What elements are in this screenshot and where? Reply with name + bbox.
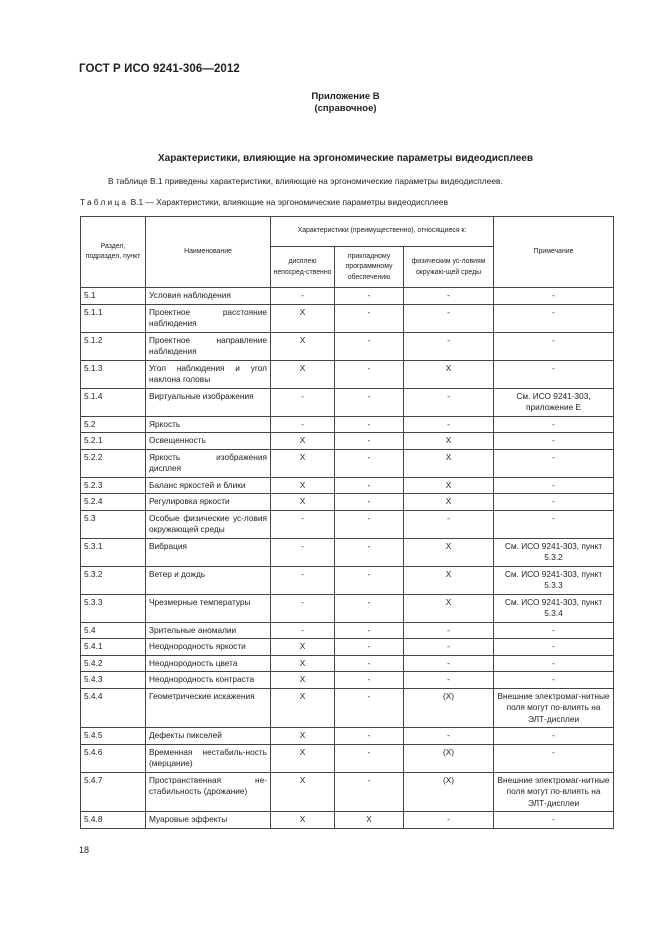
row-name-cell: Виртуальные изображения	[146, 388, 271, 416]
page-number: 18	[79, 845, 90, 855]
row-section-cell: 5.2	[81, 416, 146, 433]
row-environment-cell: -	[404, 332, 494, 360]
row-note-cell: -	[494, 433, 614, 450]
row-software-cell: -	[335, 388, 404, 416]
table-row	[81, 449, 614, 477]
annex-subtitle: (справочное)	[314, 103, 377, 114]
row-software-cell: -	[335, 566, 404, 594]
table-row	[81, 772, 614, 812]
row-software-cell: -	[335, 622, 404, 639]
row-name-cell: Пространственная не-стабильность (дрожание)	[146, 772, 271, 812]
row-environment-cell: X	[404, 360, 494, 388]
table-row	[81, 728, 614, 745]
row-name-cell: Неоднородность контраста	[146, 672, 271, 689]
row-display-cell: X	[271, 728, 335, 745]
table-row	[81, 494, 614, 511]
row-section-cell: 5.4.1	[81, 639, 146, 656]
row-section-cell: 5.3.2	[81, 566, 146, 594]
row-environment-cell: -	[404, 672, 494, 689]
table-row	[81, 360, 614, 388]
row-section-cell: 5.3	[81, 510, 146, 538]
table-row	[81, 332, 614, 360]
row-environment-cell: -	[404, 288, 494, 305]
row-environment-cell: X	[404, 477, 494, 494]
table-row	[81, 477, 614, 494]
row-note-cell: -	[494, 728, 614, 745]
row-software-cell: -	[335, 744, 404, 772]
row-environment-cell: X	[404, 594, 494, 622]
row-section-cell: 5.4.6	[81, 744, 146, 772]
table-row	[81, 622, 614, 639]
row-environment-cell: -	[404, 639, 494, 656]
row-environment-cell: -	[404, 728, 494, 745]
table-row	[81, 594, 614, 622]
row-environment-cell: (X)	[404, 744, 494, 772]
annex-heading	[0, 91, 661, 115]
row-display-cell: -	[271, 288, 335, 305]
row-display-cell: X	[271, 639, 335, 656]
col-header-name: Наименование	[146, 217, 271, 288]
row-note-cell: См. ИСО 9241-303, пункт 5.3.4	[494, 594, 614, 622]
row-section-cell: 5.2.4	[81, 494, 146, 511]
row-display-cell: -	[271, 622, 335, 639]
table-row	[81, 639, 614, 656]
row-name-cell: Проектное расстояние наблюдения	[146, 304, 271, 332]
row-note-cell: -	[494, 477, 614, 494]
row-section-cell: 5.4	[81, 622, 146, 639]
row-software-cell: -	[335, 510, 404, 538]
row-display-cell: X	[271, 494, 335, 511]
row-display-cell: -	[271, 510, 335, 538]
row-section-cell: 5.1.2	[81, 332, 146, 360]
row-name-cell: Муаровые эффекты	[146, 812, 271, 829]
table-row	[81, 416, 614, 433]
row-display-cell: X	[271, 433, 335, 450]
row-display-cell: X	[271, 688, 335, 728]
row-section-cell: 5.3.1	[81, 538, 146, 566]
row-environment-cell: (X)	[404, 688, 494, 728]
row-software-cell: -	[335, 538, 404, 566]
table-row	[81, 304, 614, 332]
row-note-cell: Внешние электромаг-нитные поля могут по-влиять на ЭЛТ-дисплеи	[494, 772, 614, 812]
row-note-cell: -	[494, 639, 614, 656]
annex-title: Приложение В	[311, 91, 380, 102]
row-software-cell: -	[335, 672, 404, 689]
row-note-cell: -	[494, 449, 614, 477]
row-name-cell: Яркость	[146, 416, 271, 433]
row-display-cell: X	[271, 744, 335, 772]
row-software-cell: -	[335, 594, 404, 622]
table-caption	[80, 197, 448, 207]
row-environment-cell: X	[404, 494, 494, 511]
row-environment-cell: X	[404, 538, 494, 566]
row-environment-cell: -	[404, 812, 494, 829]
row-environment-cell: -	[404, 510, 494, 538]
row-note-cell: -	[494, 304, 614, 332]
row-name-cell: Временная нестабиль-ность (мерцание)	[146, 744, 271, 772]
row-note-cell: -	[494, 332, 614, 360]
row-display-cell: X	[271, 477, 335, 494]
row-section-cell: 5.4.7	[81, 772, 146, 812]
table-row	[81, 388, 614, 416]
row-section-cell: 5.1.3	[81, 360, 146, 388]
row-section-cell: 5.1.1	[81, 304, 146, 332]
row-display-cell: X	[271, 304, 335, 332]
row-environment-cell: (X)	[404, 772, 494, 812]
table-row	[81, 566, 614, 594]
row-name-cell: Ветер и дождь	[146, 566, 271, 594]
table-row	[81, 688, 614, 728]
col-header-software: прикладному программному обеспечению	[335, 247, 404, 288]
row-name-cell: Проектное направление наблюдения	[146, 332, 271, 360]
row-section-cell: 5.4.5	[81, 728, 146, 745]
row-environment-cell: -	[404, 304, 494, 332]
row-display-cell: X	[271, 360, 335, 388]
row-environment-cell: -	[404, 622, 494, 639]
row-section-cell: 5.4.8	[81, 812, 146, 829]
row-software-cell: -	[335, 433, 404, 450]
table-row	[81, 433, 614, 450]
table-row	[81, 288, 614, 305]
table-row	[81, 672, 614, 689]
col-header-environment: физическим ус-ловиям окружаю-щей среды	[404, 247, 494, 288]
table-row	[81, 510, 614, 538]
row-environment-cell: -	[404, 388, 494, 416]
row-software-cell: -	[335, 332, 404, 360]
row-software-cell: -	[335, 360, 404, 388]
table-row	[81, 655, 614, 672]
row-display-cell: -	[271, 388, 335, 416]
row-environment-cell: X	[404, 449, 494, 477]
row-software-cell: -	[335, 494, 404, 511]
row-display-cell: X	[271, 332, 335, 360]
row-name-cell: Яркость изображения дисплея	[146, 449, 271, 477]
row-section-cell: 5.1	[81, 288, 146, 305]
row-environment-cell: -	[404, 416, 494, 433]
row-environment-cell: X	[404, 566, 494, 594]
intro-paragraph: В таблице В.1 приведены характеристики, влияющие на эргономические параметры видеодисплеев.	[108, 176, 503, 186]
row-note-cell: См. ИСО 9241-303, пункт 5.3.3	[494, 566, 614, 594]
row-note-cell: -	[494, 510, 614, 538]
row-section-cell: 5.4.2	[81, 655, 146, 672]
row-name-cell: Регулировка яркости	[146, 494, 271, 511]
row-display-cell: X	[271, 655, 335, 672]
row-software-cell: -	[335, 772, 404, 812]
row-software-cell: -	[335, 449, 404, 477]
table-row	[81, 744, 614, 772]
row-software-cell: -	[335, 304, 404, 332]
row-software-cell: -	[335, 639, 404, 656]
table-caption-prefix: Таблица	[80, 197, 129, 207]
row-name-cell: Зрительные аномалии	[146, 622, 271, 639]
row-software-cell: X	[335, 812, 404, 829]
row-environment-cell: -	[404, 655, 494, 672]
row-section-cell: 5.2.2	[81, 449, 146, 477]
col-header-note: Примечание	[494, 217, 614, 288]
row-display-cell: -	[271, 566, 335, 594]
table-body	[81, 288, 614, 829]
row-note-cell: Внешние электромаг-нитные поля могут по-влиять на ЭЛТ-дисплеи	[494, 688, 614, 728]
col-header-display: дисплею непосред-ственно	[271, 247, 335, 288]
row-name-cell: Дефекты пикселей	[146, 728, 271, 745]
row-software-cell: -	[335, 688, 404, 728]
row-note-cell: -	[494, 812, 614, 829]
row-note-cell: -	[494, 416, 614, 433]
row-name-cell: Неоднородность цвета	[146, 655, 271, 672]
row-display-cell: X	[271, 672, 335, 689]
row-display-cell: X	[271, 812, 335, 829]
row-name-cell: Неоднородность яркости	[146, 639, 271, 656]
row-note-cell: -	[494, 360, 614, 388]
row-note-cell: -	[494, 494, 614, 511]
document-header: ГОСТ Р ИСО 9241-306—2012	[79, 63, 240, 75]
row-name-cell: Освещенность	[146, 433, 271, 450]
row-note-cell: См. ИСО 9241-303, пункт 5.3.2	[494, 538, 614, 566]
row-software-cell: -	[335, 728, 404, 745]
row-section-cell: 5.2.1	[81, 433, 146, 450]
row-environment-cell: X	[404, 433, 494, 450]
row-note-cell: См. ИСО 9241-303, приложение Е	[494, 388, 614, 416]
row-name-cell: Особые физические ус-ловия окружающей среды	[146, 510, 271, 538]
row-section-cell: 5.2.3	[81, 477, 146, 494]
row-name-cell: Вибрация	[146, 538, 271, 566]
row-software-cell: -	[335, 416, 404, 433]
row-section-cell: 5.4.3	[81, 672, 146, 689]
row-name-cell: Чрезмерные температуры	[146, 594, 271, 622]
row-display-cell: -	[271, 538, 335, 566]
row-name-cell: Геометрические искажения	[146, 688, 271, 728]
section-title: Характеристики, влияющие на эргономические параметры видеодисплеев	[158, 153, 533, 164]
row-note-cell: -	[494, 288, 614, 305]
row-display-cell: X	[271, 772, 335, 812]
row-note-cell: -	[494, 744, 614, 772]
col-header-group: Характеристики (преимущественно), относящиеся к:	[271, 217, 494, 247]
row-name-cell: Условия наблюдения	[146, 288, 271, 305]
row-display-cell: -	[271, 416, 335, 433]
row-note-cell: -	[494, 672, 614, 689]
row-software-cell: -	[335, 288, 404, 305]
row-display-cell: -	[271, 594, 335, 622]
row-section-cell: 5.3.3	[81, 594, 146, 622]
row-note-cell: -	[494, 622, 614, 639]
table-row	[81, 538, 614, 566]
table-row	[81, 812, 614, 829]
row-name-cell: Угол наблюдения и угол наклона головы	[146, 360, 271, 388]
row-section-cell: 5.4.4	[81, 688, 146, 728]
characteristics-table	[80, 216, 614, 829]
row-name-cell: Баланс яркостей и блики	[146, 477, 271, 494]
row-display-cell: X	[271, 449, 335, 477]
row-note-cell: -	[494, 655, 614, 672]
row-software-cell: -	[335, 655, 404, 672]
row-section-cell: 5.1.4	[81, 388, 146, 416]
table-caption-text: В.1 — Характеристики, влияющие на эргономические параметры видеодисплеев	[130, 197, 449, 207]
row-software-cell: -	[335, 477, 404, 494]
col-header-section: Раздел, подраздел, пункт	[81, 217, 146, 288]
